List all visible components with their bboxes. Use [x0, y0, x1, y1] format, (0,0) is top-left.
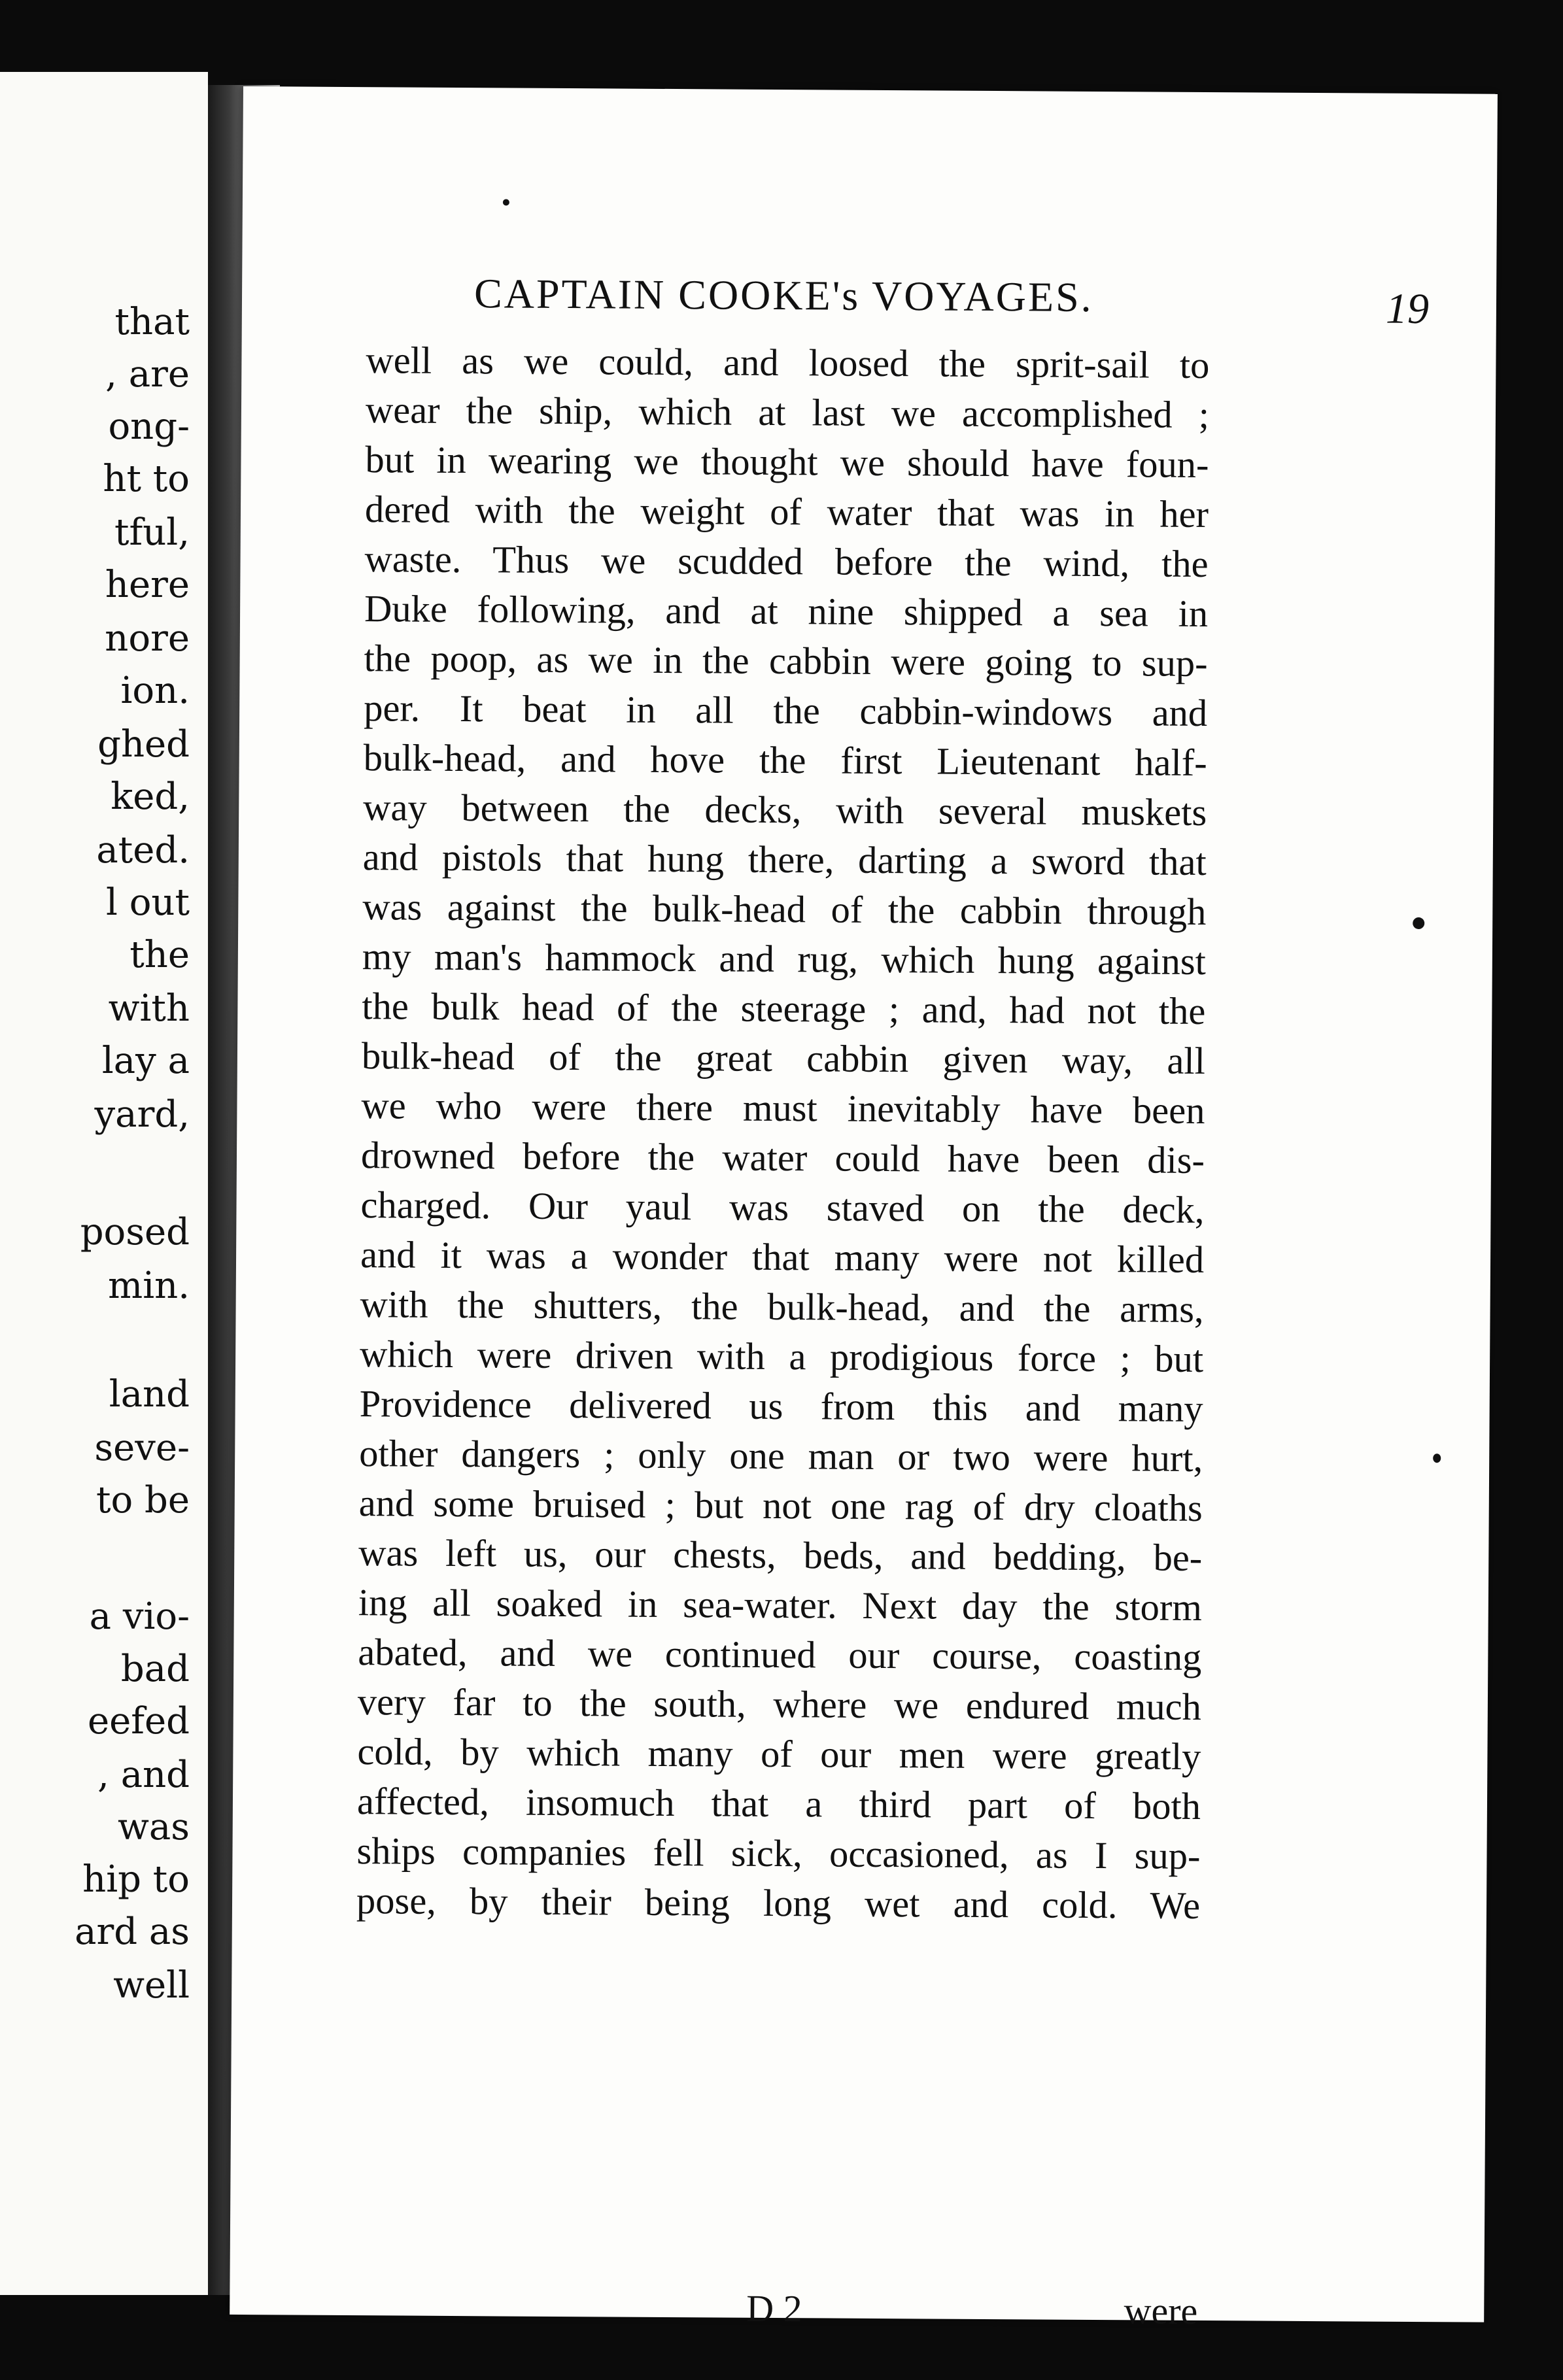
previous-page-line: yard,	[94, 1093, 190, 1136]
previous-page-line: ht to	[103, 458, 190, 500]
text-line: dered with the weight of water that was in her	[364, 488, 1209, 536]
body-text	[356, 335, 1210, 1931]
text-line: bulk-head of the great cabbin given way, all	[361, 1034, 1206, 1083]
running-head: CAPTAIN COOKE's VOYAGES.	[473, 270, 1093, 320]
signature-mark: D 2	[746, 2286, 802, 2330]
ink-speck	[1413, 917, 1424, 929]
ink-speck	[1433, 1454, 1441, 1463]
book-page	[230, 86, 1498, 2332]
text-line: abated, and we continued our course, coasting	[358, 1631, 1202, 1678]
page-number: 19	[1385, 284, 1430, 333]
text-line: drowned before the water could have been dis-	[360, 1134, 1205, 1182]
text-line: and it was a wonder that many were not killed	[360, 1233, 1205, 1282]
text-line: the bulk head of the steerage ; and, had not the	[362, 985, 1206, 1033]
text-line: way between the decks, with several muskets	[363, 786, 1207, 834]
text-line: other dangers ; only one man or two were hurt,	[359, 1432, 1203, 1480]
previous-page-line: , and	[97, 1754, 190, 1796]
text-line: Duke following, and at nine shipped a sea in	[364, 587, 1209, 636]
page-footer	[354, 2284, 1197, 2341]
previous-page-line: seve-	[94, 1427, 190, 1469]
text-line: pose, by their being long wet and cold. We	[356, 1879, 1201, 1927]
previous-page-line: lay a	[101, 1040, 190, 1082]
text-line: with the shutters, the bulk-head, and the arms,	[360, 1283, 1204, 1331]
previous-page-line: ard as	[75, 1911, 190, 1953]
previous-page-edge	[0, 72, 208, 2295]
text-line: waste. Thus we scudded before the wind, the	[364, 537, 1209, 586]
previous-page-line: tful,	[114, 511, 190, 554]
previous-page-line: the	[129, 934, 190, 976]
text-line: my man's hammock and rug, which hung against	[362, 935, 1207, 983]
previous-page-line: l out	[106, 881, 190, 924]
text-line: well as we could, and loosed the sprit-sail to	[366, 339, 1210, 387]
previous-page-line: ked,	[111, 775, 190, 818]
text-line: was left us, our chests, beds, and bedding, be-	[358, 1531, 1203, 1579]
previous-page-line: eefed	[88, 1700, 190, 1742]
ink-speck	[503, 199, 509, 205]
previous-page-line: bad	[120, 1648, 190, 1690]
previous-page-line: to be	[95, 1479, 190, 1522]
previous-page-line: hip to	[82, 1858, 190, 1901]
previous-page-line: posed	[80, 1211, 190, 1253]
text-line: ing all soaked in sea-water. Next day the storm	[358, 1581, 1203, 1629]
text-line: but in wearing we thought we should have foun-	[365, 438, 1209, 486]
previous-page-line: a vio-	[89, 1595, 190, 1638]
previous-page-line: here	[105, 564, 190, 606]
previous-page-line: nore	[105, 617, 190, 660]
text-line: and pistols that hung there, darting a sword that	[362, 836, 1207, 884]
previous-page-line: , are	[105, 353, 190, 396]
previous-page-line: land	[109, 1373, 190, 1416]
text-line: very far to the south, where we endured much	[357, 1680, 1202, 1728]
previous-page-line: ong-	[108, 405, 190, 448]
previous-page-line: that	[114, 301, 190, 343]
text-line: per. It beat in all the cabbin-windows and	[363, 687, 1208, 735]
text-line: wear the ship, which at last we accomplished ;	[365, 388, 1210, 437]
text-line: and some bruised ; but not one rag of dry cloaths	[358, 1482, 1203, 1529]
previous-page-line: with	[108, 987, 190, 1030]
catchword: were	[1124, 2289, 1198, 2332]
text-line: bulk-head, and hove the first Lieutenant half-	[363, 736, 1207, 785]
text-line: the poop, as we in the cabbin were going to sup-	[364, 637, 1208, 685]
previous-page-line: well	[113, 1964, 190, 2007]
text-line: was against the bulk-head of the cabbin through	[362, 885, 1207, 934]
text-line: which were driven with a prodigious force ; but	[359, 1333, 1204, 1381]
previous-page-line: ion.	[120, 670, 190, 712]
text-line: cold, by which many of our men were greatly	[357, 1730, 1201, 1778]
text-line: ships companies fell sick, occasioned, as I sup-	[356, 1829, 1201, 1877]
text-line: charged. Our yaul was staved on the deck,	[360, 1183, 1205, 1232]
previous-page-line: min.	[108, 1265, 190, 1307]
previous-page-line: was	[117, 1806, 190, 1848]
previous-page-line: ated.	[96, 829, 190, 872]
text-line: Providence delivered us from this and many	[359, 1382, 1203, 1431]
previous-page-line: ghed	[97, 723, 190, 766]
text-line: affected, insomuch that a third part of both	[356, 1780, 1201, 1828]
text-line: we who were there must inevitably have been	[361, 1084, 1205, 1132]
